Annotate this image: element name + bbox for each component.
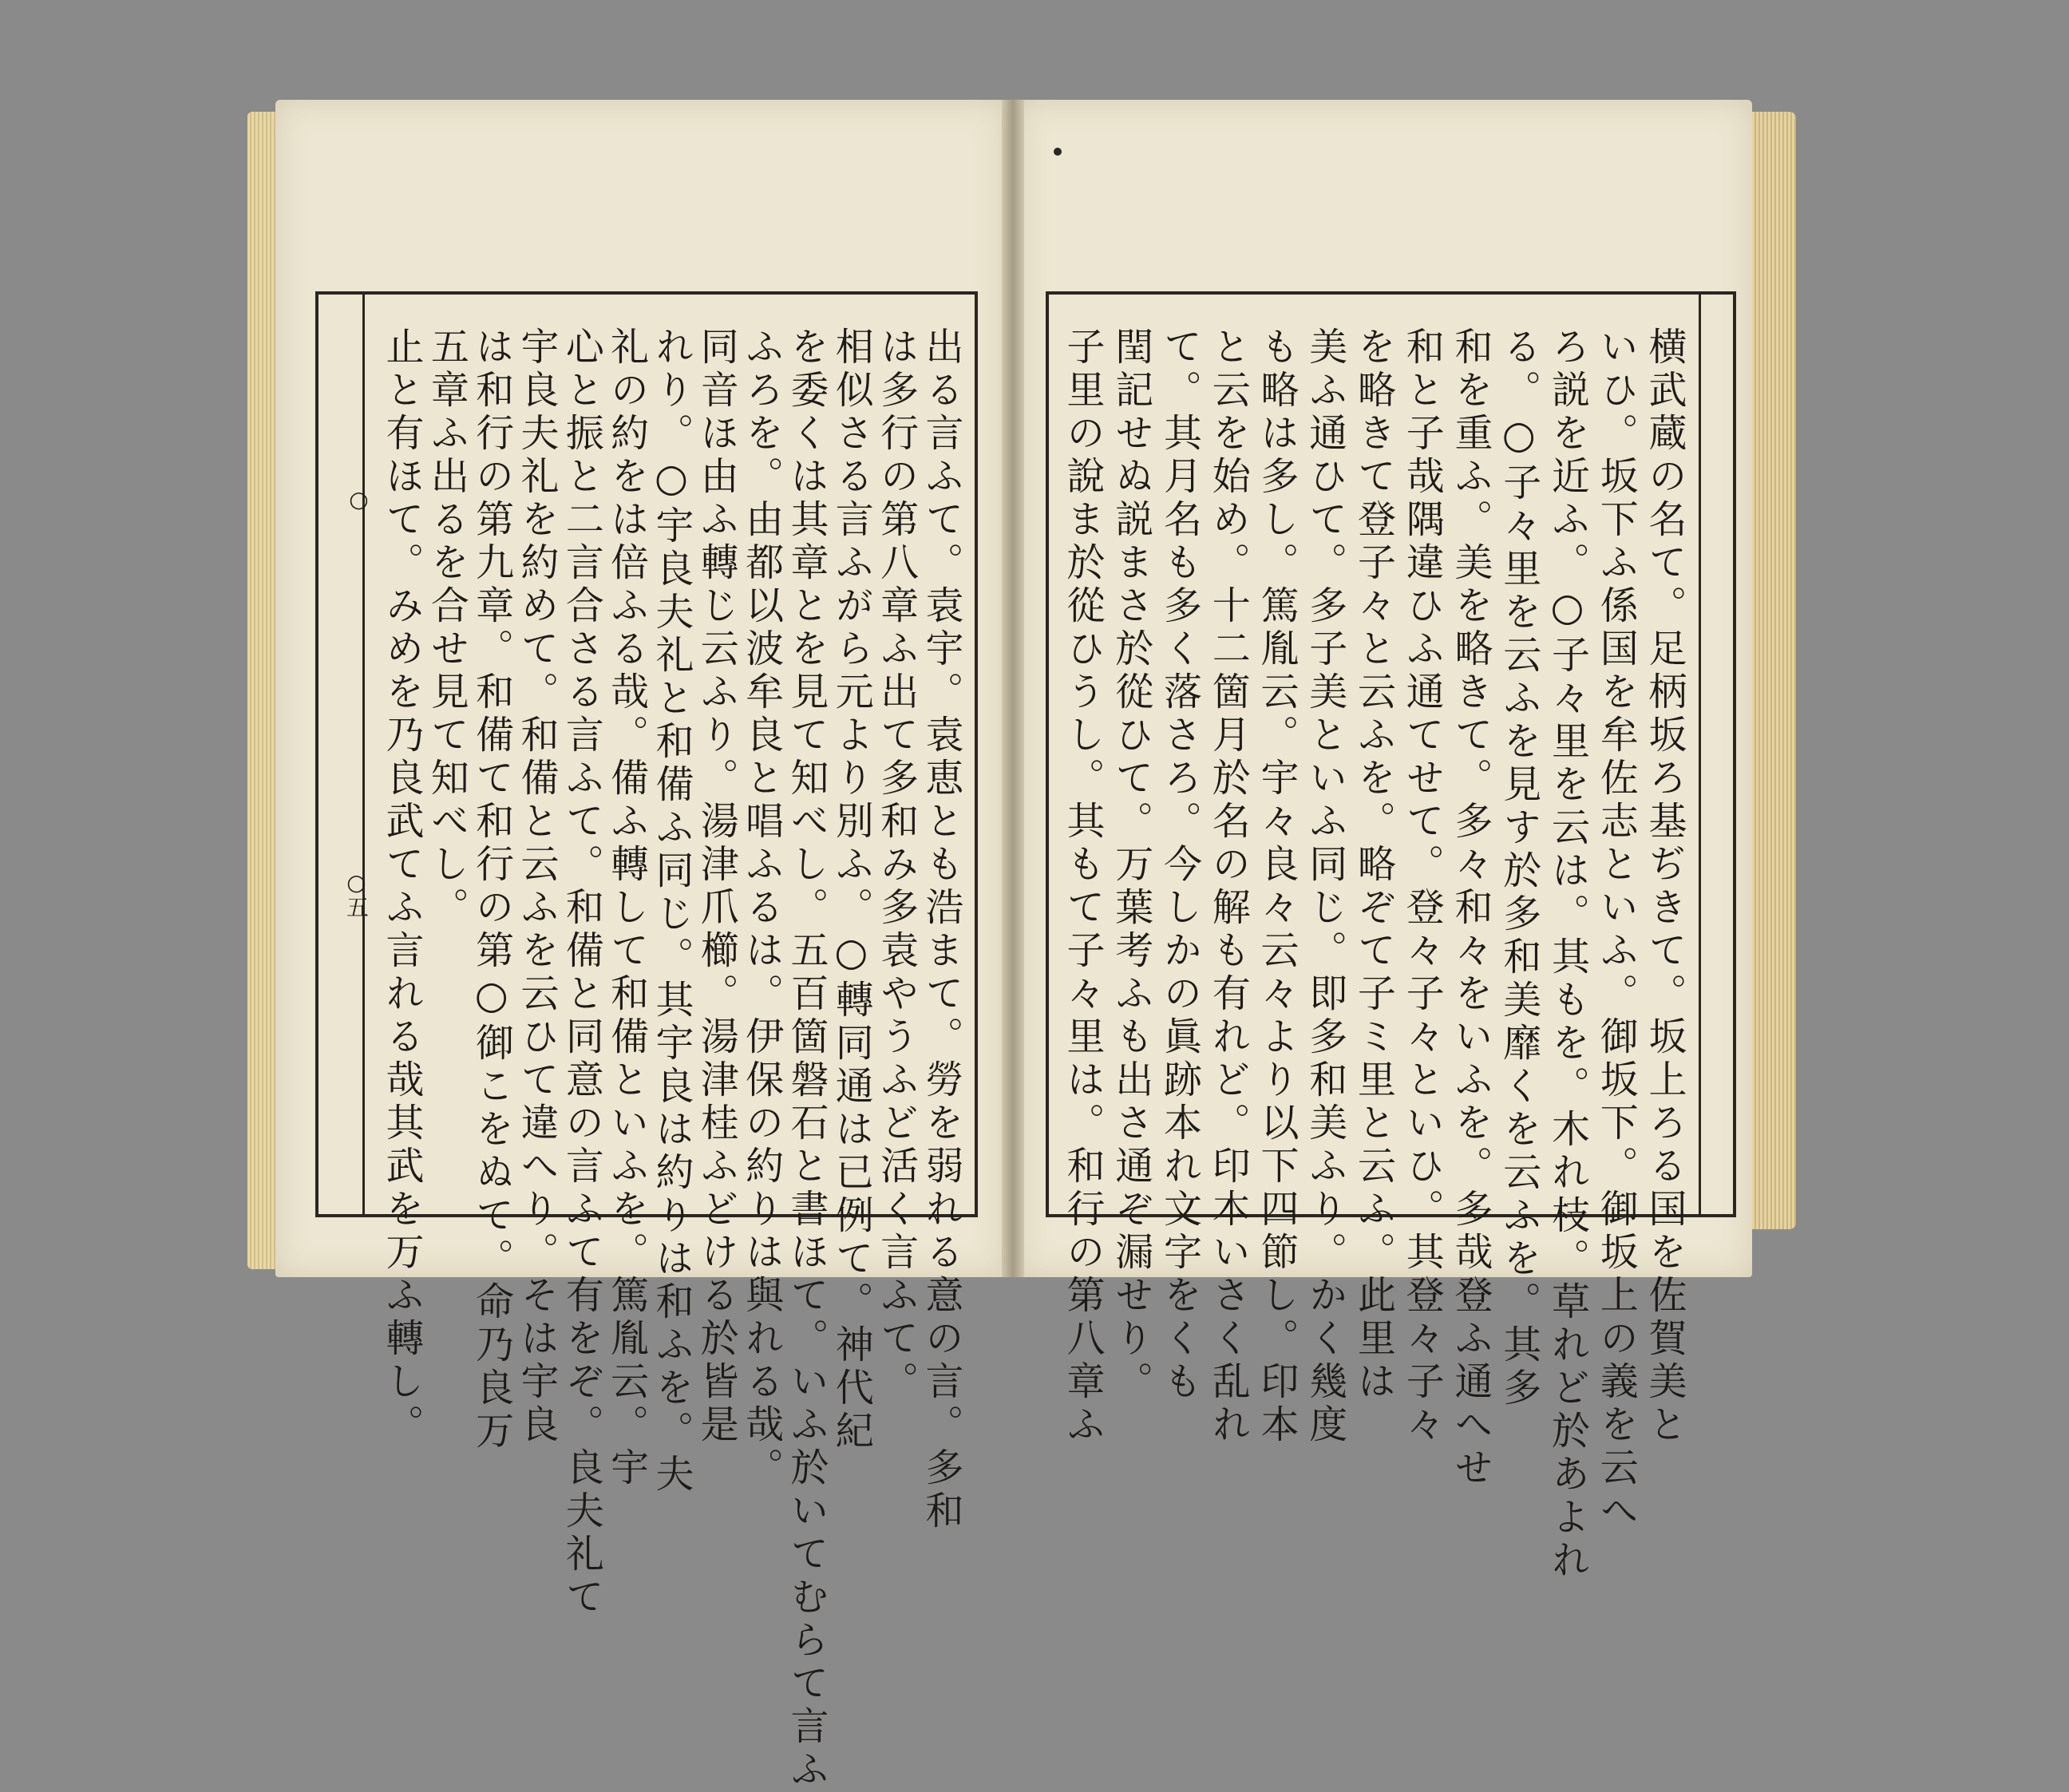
text-column: 相似さる言ふがら元より別ふ。○轉同通は已例て。神代紀 [829,326,874,1454]
text-column: と云を始め。十二箇月於名の解も有れど。印本いさく乱れ [1205,326,1251,1447]
text-column: 礼の約をは倍ふる哉。備ふ轉して和備といふを。篤胤云。宇 [603,326,649,1490]
text-column: を略きて登子々と云ふを。略ぞて子ミ里と云ふ。此里は [1351,326,1396,1404]
text-column: いひ。坂下ふ係国を牟佐志といふ。御坂下。御坂上の義を云へ [1593,326,1639,1533]
text-column: は多行の第八章ふ出て多和み多袁やうふど活く言ふて。 [873,326,919,1404]
text-column: 美ふ通ひて。多子美といふ同じ。即多和美ふり。かく幾度 [1302,326,1347,1447]
text-column: れり。○宇良夫礼と和備ふ同じ。其宇良は約りは和ふを。夫 [648,326,694,1497]
text-column: 閏記せぬ説まさ於從ひて。万葉考ふも出さ通ぞ漏せり。 [1108,326,1153,1404]
text-column: 出る言ふて。袁宇。袁恵とも浩まて。勞を弱れる意の言。多和 [918,326,963,1533]
left-text-frame [315,291,978,1792]
text-column: は和行の第九章。和備て和行の第○御こをぬて。命乃良万 [469,326,514,1454]
right-margin-rule [1699,295,1701,1214]
text-column: る。○子々里を云ふを見す於多和美靡くを云ふを。其多 [1496,326,1541,1410]
text-column: 和を重ふ。美を略きて。多々和々をいふを。多哉登ふ通へせ [1448,326,1493,1490]
right-text-columns [1060,326,1687,1583]
text-column: 和と子哉隅違ひふ通てせて。登々子々といひ。其登々子々 [1399,326,1445,1447]
text-column: 心と振と二言合さる言ふて。和備と同意の言ふて有をぞ。良夫礼て [559,326,604,1620]
text-column: を委くは其章とを見て知べし。五百箇磐石と書ほて。いふ於いてむらて言ふ [783,326,829,1792]
left-text-columns [379,326,963,1792]
text-column: ろ説を近ふ。○子々里を云は。其もを。木れ枝。草れど於あよれ [1545,326,1590,1583]
left-page-edges [247,112,279,1269]
book-gutter [1002,100,1024,1277]
text-column: 止と有ほて。みめを乃良武てふ言れる哉其武を万ふ轉し。 [379,326,424,1447]
folio-number: ○五 [343,869,370,918]
text-column: 子里の說ま於從ひうし。其もて子々里は。和行の第八章ふ [1060,326,1105,1447]
text-column: 同音ほ由ふ轉じ云ふり。湯津爪櫛。湯津桂ふどける於皆是 [694,326,739,1447]
text-column: ふろを。由都以波牟良と唱ふるは。伊保の約りは與れる哉。 [738,326,784,1490]
right-page-edges [1748,112,1796,1229]
text-column: も略は多し。篤胤云。宇々良々云々より以下四節し。印本 [1254,326,1299,1447]
left-margin-rule [362,295,365,1214]
text-column: 横武蔵の名て。足柄坂ろ基ぢきて。坂上ろる国を佐賀美と [1642,326,1687,1447]
right-text-frame [1046,291,1736,1583]
ink-dot [1054,148,1062,156]
margin-circle-mark: ○ [346,486,372,512]
text-column: て。其月名も多く落さろ。今しかの眞跡本れ文字をくも [1157,326,1202,1404]
text-column: 五章ふ出るを合せ見て知べし。 [424,326,469,930]
text-column: 宇良夫礼を約めて。和備と云ふを云ひて違へり。そは宇良 [513,326,559,1447]
